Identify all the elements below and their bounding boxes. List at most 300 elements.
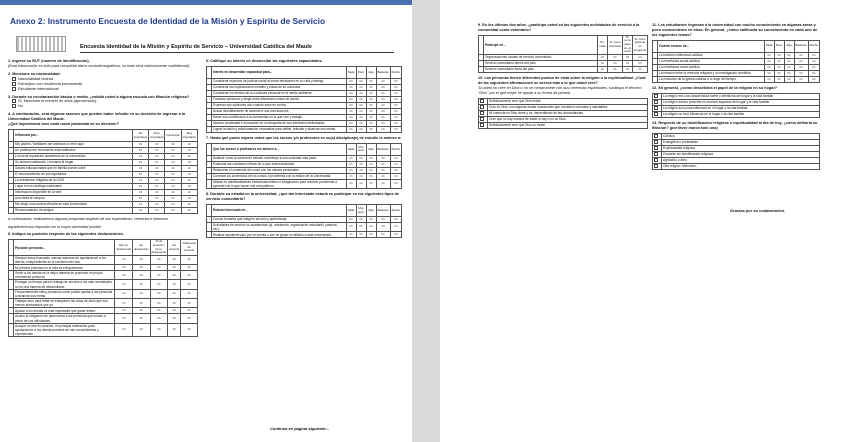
checkbox[interactable] [654, 106, 658, 110]
answer-cell[interactable]: Ch [764, 58, 774, 64]
row-statement: Me atrajo una carrera ofrecida en esta Universidad [14, 202, 133, 208]
table-row-header: Cuánto conoce de... [658, 40, 765, 52]
answer-cell[interactable]: Ch [784, 64, 794, 70]
question-2-option[interactable]: Extranjero con residencia permanente [12, 82, 198, 87]
answer-cell[interactable]: Ch [181, 160, 197, 166]
row-statement: Mi primera prioridad en la vida es enriquecerme. [14, 265, 115, 271]
checkbox[interactable] [654, 94, 658, 98]
answer-cell[interactable]: Ch [181, 178, 197, 184]
table-header-row [9, 130, 198, 142]
answer-cell[interactable]: Ch [607, 60, 622, 66]
checkbox[interactable] [480, 123, 484, 127]
answer-cell[interactable]: Ch [376, 155, 390, 161]
answer-cell[interactable]: Ch [150, 308, 168, 314]
thanks-footer: Gracias por su colaboración. [730, 208, 786, 213]
answer-cell[interactable]: Ch [181, 308, 198, 314]
answer-cell[interactable]: Ch [390, 126, 401, 132]
answer-cell[interactable]: Ch [390, 102, 401, 108]
checkbox[interactable] [12, 104, 16, 108]
answer-cell[interactable]: Ch [390, 114, 401, 120]
option-text: Definitivamente creo que Dios no existe [488, 122, 648, 128]
answer-cell[interactable]: Ch [165, 160, 181, 166]
answer-cell[interactable]: Ch [794, 70, 808, 76]
row-statement: La enseñanza social católica [658, 58, 765, 64]
answer-cell[interactable]: Ch [376, 84, 390, 90]
answer-cell[interactable]: Ch [132, 166, 148, 172]
answer-cell[interactable]: Ch [115, 289, 133, 298]
answer-cell[interactable]: Ch [168, 280, 181, 289]
column-header: Nada [764, 40, 774, 52]
answer-cell[interactable]: Ch [346, 114, 356, 120]
answer-cell[interactable]: Ch [150, 299, 168, 308]
answer-cell[interactable]: Ch [366, 120, 376, 126]
answer-cell[interactable]: Ch [366, 126, 376, 132]
answer-cell[interactable]: Ch [356, 179, 366, 188]
answer-cell[interactable]: Ch [356, 167, 366, 173]
answer-cell[interactable]: Ch [623, 54, 633, 60]
row-statement: La tradición intelectual católica [658, 52, 765, 58]
table-row [207, 126, 402, 132]
answer-cell[interactable]: Ch [132, 280, 150, 289]
answer-cell[interactable]: Ch [366, 102, 376, 108]
checkbox[interactable] [480, 99, 484, 103]
answer-cell[interactable]: Ch [346, 84, 356, 90]
answer-cell[interactable]: Ch [115, 299, 133, 308]
row-statement: La buena reputación académica de la universidad [14, 154, 133, 160]
answer-cell[interactable]: Ch [132, 299, 150, 308]
answer-cell[interactable]: Ch [774, 64, 784, 70]
answer-cell[interactable]: Ch [149, 172, 165, 178]
answer-cell[interactable]: Ch [132, 154, 148, 160]
answer-cell[interactable]: Ch [132, 208, 148, 214]
answer-cell[interactable]: Ch [784, 70, 794, 76]
answer-cell[interactable]: Ch [132, 308, 150, 314]
answer-cell[interactable]: Ch [597, 60, 607, 66]
answer-cell[interactable]: Ch [390, 223, 401, 232]
answer-cell[interactable]: Ch [366, 217, 376, 223]
answer-cell[interactable]: Ch [115, 255, 133, 264]
row-statement: Cursos formales que integren servicio y aprendizaje. [212, 217, 347, 223]
answer-cell[interactable]: Ch [149, 160, 165, 166]
answer-cell[interactable]: Ch [132, 202, 148, 208]
answer-cell[interactable]: Ch [356, 114, 366, 120]
answer-cell[interactable]: Ch [794, 64, 808, 70]
answer-cell[interactable]: Ch [366, 173, 376, 179]
answer-cell[interactable]: Ch [607, 66, 622, 72]
answer-cell[interactable]: Ch [132, 184, 148, 190]
question-2-option[interactable]: Nacionalidad chilena [12, 77, 198, 82]
answer-cell[interactable]: Ch [181, 314, 198, 323]
answer-cell[interactable]: Ch [165, 190, 181, 196]
row-statement: Relacionar el contenido del curso con los valores personales. [212, 167, 347, 173]
answer-cell[interactable]: Ch [794, 76, 808, 82]
answer-cell[interactable]: Ch [168, 314, 181, 323]
answer-cell[interactable]: Ch [390, 173, 401, 179]
answer-cell[interactable]: Ch [794, 58, 808, 64]
answer-cell[interactable]: Ch [346, 126, 356, 132]
checkbox-cell[interactable] [479, 122, 488, 128]
answer-cell[interactable]: Ch [808, 70, 819, 76]
table-row-header: Influencia por... [14, 130, 133, 142]
answer-cell[interactable]: Ch [356, 102, 366, 108]
answer-cell[interactable]: Ch [132, 265, 150, 271]
table-row [207, 223, 402, 232]
answer-cell[interactable]: Ch [356, 155, 366, 161]
answer-cell[interactable]: Ch [356, 173, 366, 179]
checkbox[interactable] [654, 134, 658, 138]
answer-cell[interactable]: Ch [356, 126, 366, 132]
answer-cell[interactable]: Ch [607, 54, 622, 60]
option-row[interactable] [653, 163, 820, 169]
answer-cell[interactable]: Ch [132, 196, 148, 202]
question-12-label: 12. En general, ¿cómo describiría el papel de la religión en su hogar? [652, 85, 778, 90]
answer-cell[interactable]: Ch [774, 52, 784, 58]
answer-cell[interactable]: Ch [181, 172, 197, 178]
column-header: Poco importante [149, 130, 165, 142]
answer-cell[interactable]: Ch [149, 202, 165, 208]
question-10-options [478, 98, 648, 129]
answer-cell[interactable]: Ch [150, 289, 168, 298]
answer-cell[interactable]: Ch [390, 217, 401, 223]
answer-cell[interactable]: Ch [764, 52, 774, 58]
answer-cell[interactable]: Ch [346, 223, 356, 232]
answer-cell[interactable]: Ch [366, 155, 376, 161]
answer-cell[interactable]: Ch [168, 308, 181, 314]
answer-cell[interactable]: Ch [366, 232, 376, 238]
answer-cell[interactable]: Ch [181, 184, 197, 190]
option-text: Evangélica o protestante [662, 139, 820, 145]
answer-cell[interactable]: Ch [132, 271, 150, 280]
answer-cell[interactable]: Ch [132, 178, 148, 184]
answer-cell[interactable]: Ch [132, 172, 148, 178]
answer-cell[interactable]: Ch [149, 178, 165, 184]
answer-cell[interactable]: Ch [115, 280, 133, 289]
answer-cell[interactable]: Ch [181, 299, 198, 308]
answer-cell[interactable]: Ch [181, 190, 197, 196]
answer-cell[interactable]: Ch [390, 167, 401, 173]
answer-cell[interactable]: Ch [132, 255, 150, 264]
answer-cell[interactable]: Ch [390, 232, 401, 238]
question-2-option[interactable]: Estudiante internacional [12, 87, 198, 92]
answer-cell[interactable]: Ch [764, 70, 774, 76]
answer-cell[interactable]: Ch [150, 265, 168, 271]
answer-cell[interactable]: Ch [149, 196, 165, 202]
question-9-label: 9. En los últimos dos años, ¿participó usted en las siguientes actividades de servicio a la comunidad como voluntario? [478, 23, 640, 32]
table-header-row [207, 143, 402, 155]
checkbox[interactable] [12, 77, 16, 81]
question-3-option[interactable]: No [12, 104, 198, 109]
answer-cell[interactable]: Ch [390, 179, 401, 188]
checkbox-cell[interactable] [653, 111, 662, 117]
answer-cell[interactable]: Ch [181, 289, 198, 298]
answer-cell[interactable]: Ch [366, 223, 376, 232]
table-header-row [653, 40, 820, 52]
answer-cell[interactable]: Ch [150, 280, 168, 289]
answer-cell[interactable]: Ch [149, 166, 165, 172]
checkbox[interactable] [12, 87, 16, 91]
checkbox[interactable] [654, 140, 658, 144]
answer-cell[interactable]: Ch [181, 148, 197, 154]
answer-cell[interactable]: Ch [115, 314, 133, 323]
answer-cell[interactable]: Ch [794, 52, 808, 58]
answer-cell[interactable]: Ch [356, 120, 366, 126]
question-6 [206, 59, 402, 64]
answer-cell[interactable]: Ch [390, 108, 401, 114]
option-row[interactable] [653, 111, 820, 117]
answer-cell[interactable]: Ch [165, 178, 181, 184]
answer-cell[interactable]: Ch [168, 289, 181, 298]
checkbox[interactable] [12, 82, 16, 86]
answer-cell[interactable]: Ch [346, 78, 356, 84]
question-13-label: 13. Respecto de su identificación religiosa o espiritualidad al día de hoy, ¿cómo definiría su filiación? [652, 120, 818, 130]
answer-cell[interactable]: Ch [150, 323, 168, 336]
option-row[interactable] [479, 122, 648, 128]
row-statement: Un profesor me recomendó esta institución [14, 148, 133, 154]
table-row [9, 280, 198, 289]
answer-cell[interactable]: Ch [181, 280, 198, 289]
answer-cell[interactable]: Ch [376, 126, 390, 132]
answer-cell[interactable]: Ch [764, 76, 774, 82]
answer-cell[interactable]: Ch [356, 108, 366, 114]
row-statement: Formular opiniones y elegir entre diferentes cursos de acción. [212, 96, 347, 102]
answer-cell[interactable]: Ch [181, 255, 198, 264]
table-row-header: Que los cursos o profesores me animen a... [212, 143, 347, 155]
answer-cell[interactable]: Ch [784, 76, 794, 82]
answer-cell[interactable]: Ch [390, 84, 401, 90]
answer-cell[interactable]: Ch [390, 120, 401, 126]
table-header-row [207, 66, 402, 78]
answer-cell[interactable]: Ch [376, 102, 390, 108]
answer-cell[interactable]: Ch [356, 90, 366, 96]
answer-cell[interactable]: Ch [115, 323, 133, 336]
answer-cell[interactable]: Ch [774, 76, 784, 82]
answer-cell[interactable]: Ch [115, 308, 133, 314]
row-statement: Mostrar creatividad e innovación en la búsqueda de sus intereses intelectuales. [212, 120, 347, 126]
answer-cell[interactable]: Ch [132, 190, 148, 196]
answer-cell[interactable]: Ch [165, 154, 181, 160]
question-1-note: (Esta información es sólo para completar datos sociodemográficos, su trato será estrictamente confidencial) [8, 63, 190, 68]
transition-text: A continuación, realizaremos algunas preguntas respecto de sus expectativas, creencias e intereses. [8, 217, 169, 222]
answer-cell[interactable]: Ch [149, 154, 165, 160]
checkbox[interactable] [480, 117, 484, 121]
answer-cell[interactable]: Ch [346, 120, 356, 126]
answer-cell[interactable]: Ch [366, 96, 376, 102]
answer-cell[interactable]: Ch [132, 323, 150, 336]
answer-cell[interactable]: Ch [132, 148, 148, 154]
answer-cell[interactable]: Ch [168, 299, 181, 308]
answer-cell[interactable]: Ch [181, 154, 197, 160]
question-12-options [652, 93, 820, 118]
answer-cell[interactable]: Ch [356, 223, 366, 232]
table-row [9, 208, 198, 214]
answer-cell[interactable]: Ch [165, 196, 181, 202]
answer-cell[interactable]: Ch [356, 96, 366, 102]
answer-cell[interactable]: Ch [346, 155, 356, 161]
answer-cell[interactable]: Ch [149, 208, 165, 214]
answer-cell[interactable]: Ch [633, 60, 648, 66]
answer-cell[interactable]: Ch [366, 78, 376, 84]
question-10-note: Si usted no cree en Dios o no se compromete con sus creencias espirituales, sustituya el término "Dios" por el que mejor se ajuste a su forma de pensar. [478, 85, 642, 95]
answer-cell[interactable]: Ch [346, 173, 356, 179]
answer-cell[interactable]: Ch [390, 161, 401, 167]
answer-cell[interactable]: Ch [168, 323, 181, 336]
column-header: Muy en desacuerdo [115, 240, 133, 256]
column-header: Muy importante [181, 130, 197, 142]
answer-cell[interactable]: Ch [168, 265, 181, 271]
answer-cell[interactable]: Ch [181, 323, 198, 336]
answer-cell[interactable]: Ch [376, 167, 390, 173]
answer-cell[interactable]: Ch [390, 90, 401, 96]
answer-cell[interactable]: Ch [376, 173, 390, 179]
answer-cell[interactable]: Ch [808, 52, 819, 58]
answer-cell[interactable]: Ch [149, 148, 165, 154]
table-row [9, 255, 198, 264]
answer-cell[interactable]: Ch [132, 289, 150, 298]
answer-cell[interactable]: Ch [165, 184, 181, 190]
answer-cell[interactable]: Ch [149, 190, 165, 196]
answer-cell[interactable]: Ch [366, 90, 376, 96]
answer-cell[interactable]: Ch [115, 265, 133, 271]
answer-cell[interactable]: Ch [376, 90, 390, 96]
answer-cell[interactable]: Ch [764, 64, 774, 70]
answer-cell[interactable]: Ch [132, 160, 148, 166]
answer-cell[interactable]: Ch [366, 84, 376, 90]
row-statement: Su buena localización / cercanía al hogar [14, 160, 133, 166]
answer-cell[interactable]: Ch [376, 217, 390, 223]
answer-cell[interactable]: Ch [366, 161, 376, 167]
answer-cell[interactable]: Ch [149, 142, 165, 148]
checkbox[interactable] [654, 100, 658, 104]
row-statement: Ayudar a los demás es más importante que ganar dinero. [14, 308, 115, 314]
answer-cell[interactable]: Ch [165, 142, 181, 148]
answer-cell[interactable]: Ch [346, 90, 356, 96]
checkbox[interactable] [654, 112, 658, 116]
answer-cell[interactable]: Ch [181, 196, 197, 202]
answer-cell[interactable]: Ch [132, 142, 148, 148]
answer-cell[interactable]: Ch [366, 167, 376, 173]
answer-cell[interactable]: Ch [623, 66, 633, 72]
question-10-label: 10. Las personas tienen diferentes puntos de vista sobre la religión o la espiritualidad. ¿Cuál de las siguientes afirmaciones se acerca más a lo que usted cree? [478, 75, 646, 85]
checkbox[interactable] [654, 164, 658, 168]
column-header: Bastante [376, 143, 390, 155]
answer-cell[interactable]: Ch [390, 155, 401, 161]
answer-cell[interactable]: Ch [168, 255, 181, 264]
answer-cell[interactable]: Ch [346, 161, 356, 167]
answer-cell[interactable]: Ch [376, 232, 390, 238]
answer-cell[interactable]: Ch [346, 102, 356, 108]
row-statement: Frecuentemente estoy pensando cómo puedo ayudar a las personas a alcanzar sus metas. [14, 289, 115, 298]
answer-cell[interactable]: Ch [784, 58, 794, 64]
answer-cell[interactable]: Ch [376, 120, 390, 126]
answer-cell[interactable]: Ch [165, 172, 181, 178]
answer-cell[interactable]: Ch [150, 271, 168, 280]
row-statement: Servir a los demás es la mejor manera de promover mi propio crecimiento personal. [14, 271, 115, 280]
answer-cell[interactable]: Ch [150, 314, 168, 323]
answer-cell[interactable]: Ch [165, 166, 181, 172]
question-3-label: 3. Durante su escolarización básica o media, ¿estidió usted a alguna escuela con filiación religiosa? [8, 94, 190, 99]
page-1-right-column [206, 56, 402, 238]
answer-cell[interactable]: Ch [784, 52, 794, 58]
checkbox[interactable] [480, 105, 484, 109]
option-text: Creo que no hay manera de saber si hay o no un Dios [488, 116, 648, 122]
answer-cell[interactable]: Ch [376, 96, 390, 102]
answer-cell[interactable]: Ch [376, 161, 390, 167]
question-3-option[interactable]: Sí. Mencione el número de años (aproximado): [12, 99, 198, 104]
answer-cell[interactable]: Ch [808, 76, 819, 82]
checkbox[interactable] [654, 158, 658, 162]
answer-cell[interactable]: Ch [346, 217, 356, 223]
answer-cell[interactable]: Ch [808, 58, 819, 64]
column-header: Muy poco [356, 205, 366, 217]
answer-cell[interactable]: Ch [390, 96, 401, 102]
answer-cell[interactable]: Ch [346, 232, 356, 238]
answer-cell[interactable]: Ch [149, 184, 165, 190]
checkbox[interactable] [480, 111, 484, 115]
answer-cell[interactable]: Ch [181, 202, 197, 208]
row-statement: La enseñanza moral católica [658, 64, 765, 70]
answer-cell[interactable]: Ch [597, 66, 607, 72]
answer-cell[interactable]: Ch [376, 179, 390, 188]
answer-cell[interactable]: Ch [633, 54, 648, 60]
answer-cell[interactable]: Ch [150, 255, 168, 264]
answer-cell[interactable]: Ch [356, 161, 366, 167]
annex-title: Anexo 2: Instrumento Encuesta de Identidad de la Misión y Espíritu de Servicio [10, 16, 326, 26]
answer-cell[interactable]: Ch [356, 217, 366, 223]
answer-cell[interactable]: Ch [346, 108, 356, 114]
answer-cell[interactable]: Ch [597, 54, 607, 60]
checkbox[interactable] [654, 152, 658, 156]
answer-cell[interactable]: Ch [774, 58, 784, 64]
checkbox[interactable] [654, 146, 658, 150]
answer-cell[interactable]: Ch [366, 179, 376, 188]
answer-cell[interactable]: Ch [366, 114, 376, 120]
answer-cell[interactable]: Ch [181, 208, 197, 214]
answer-cell[interactable]: Ch [376, 223, 390, 232]
column-header: No, nada [597, 35, 607, 54]
answer-cell[interactable]: Ch [376, 108, 390, 114]
answer-cell[interactable]: Ch [376, 78, 390, 84]
answer-cell[interactable]: Ch [376, 114, 390, 120]
answer-cell[interactable]: Ch [356, 84, 366, 90]
answer-cell[interactable]: Ch [165, 208, 181, 214]
answer-cell[interactable]: Ch [390, 78, 401, 84]
answer-cell[interactable]: Ch [623, 60, 633, 66]
checkbox[interactable] [12, 99, 16, 103]
answer-cell[interactable]: Ch [356, 232, 366, 238]
column-header: Bastante [794, 40, 808, 52]
answer-cell[interactable]: Ch [346, 167, 356, 173]
answer-cell[interactable]: Ch [774, 70, 784, 76]
answer-cell[interactable]: Ch [346, 96, 356, 102]
answer-cell[interactable]: Ch [181, 271, 198, 280]
answer-cell[interactable]: Ch [633, 66, 648, 72]
answer-cell[interactable]: Ch [808, 64, 819, 70]
checkbox-cell[interactable] [653, 163, 662, 169]
answer-cell[interactable]: Ch [356, 78, 366, 84]
row-statement: Aunque no sea mi posición, mi principal motivación para ayudar/servir a los demás proviene de mis conocimientos y experiencias. [14, 323, 115, 336]
answer-cell[interactable]: Ch [346, 179, 356, 188]
answer-cell[interactable]: Ch [165, 148, 181, 154]
answer-cell[interactable]: Ch [181, 265, 198, 271]
answer-cell[interactable]: Ch [132, 314, 150, 323]
answer-cell[interactable]: Ch [115, 271, 133, 280]
answer-cell[interactable]: Ch [165, 202, 181, 208]
question-7 [206, 136, 402, 141]
answer-cell[interactable]: Ch [181, 166, 197, 172]
answer-cell[interactable]: Ch [366, 108, 376, 114]
answer-cell[interactable]: Ch [168, 271, 181, 280]
answer-cell[interactable]: Ch [181, 142, 197, 148]
